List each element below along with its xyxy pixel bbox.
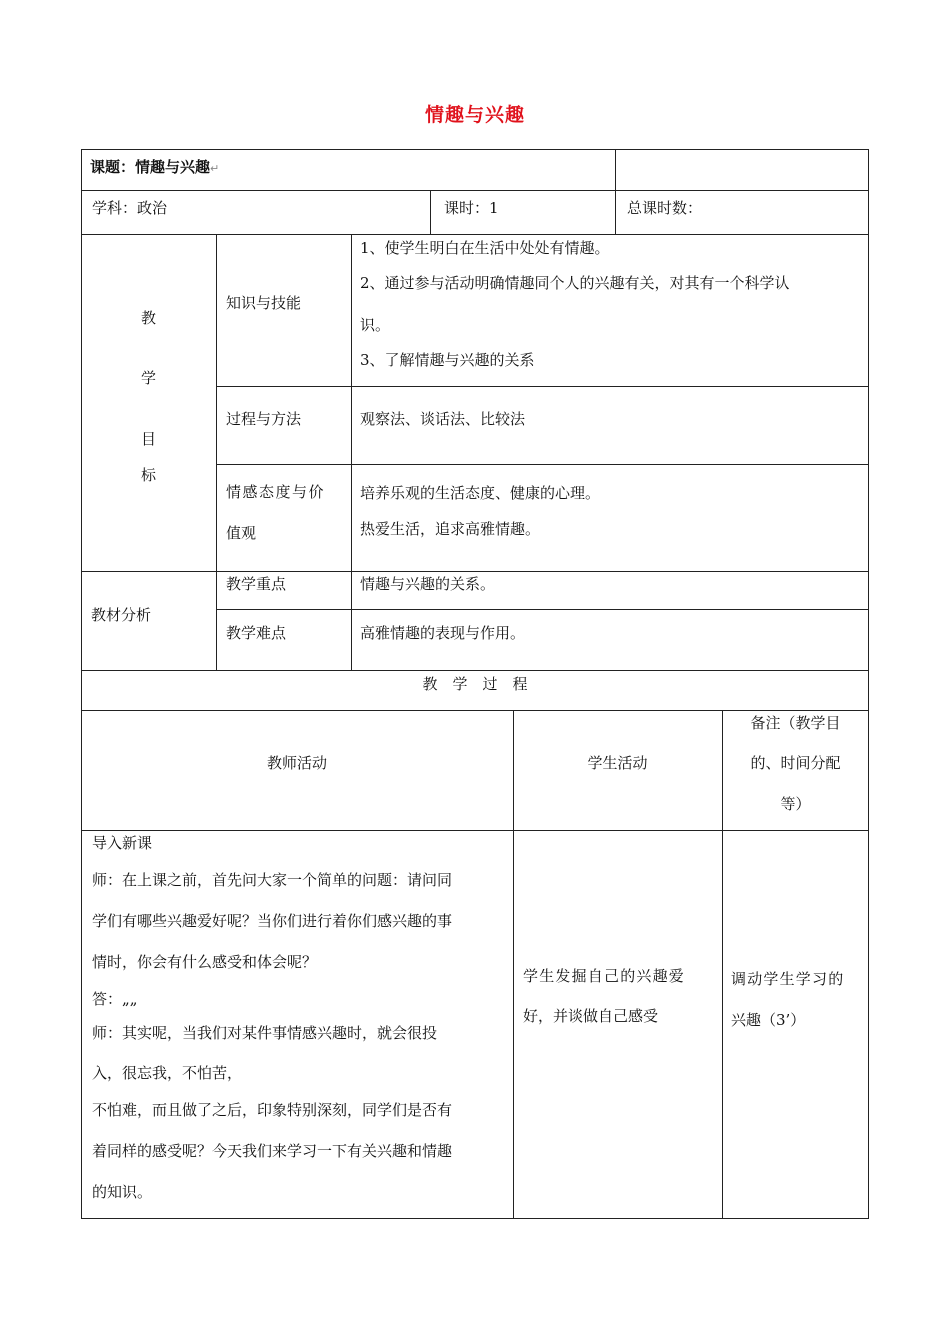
table-rule: [513, 710, 514, 1219]
emotion-line: 热爱生活，追求高雅情趣。: [360, 520, 541, 538]
knowledge-line: 2、通过参与活动明确情趣同个人的兴趣有关，对其有一个科学认: [360, 274, 790, 292]
difficulty-content: 高雅情趣的表现与作用。: [360, 624, 526, 642]
table-rule: [81, 190, 869, 191]
knowledge-line: 3、了解情趣与兴趣的关系: [360, 351, 535, 369]
key-point-label: 教学重点: [226, 575, 287, 593]
document-title: 情趣与兴趣: [424, 104, 525, 126]
emotion-label: 情感态度与价: [226, 483, 326, 501]
table-rule: [81, 830, 869, 831]
teacher-activity-line: 不怕难，而且做了之后，印象特别深刻，同学们是否有: [92, 1101, 453, 1119]
process-section-title: 教 学 过 程: [422, 675, 528, 693]
student-activity-line: 学生发掘自己的兴趣爱: [523, 967, 686, 985]
student-activity-line: 好，并谈做自己感受: [523, 1007, 659, 1025]
teacher-activity-line: 师：在上课之前，首先问大家一个简单的问题：请问同: [92, 871, 453, 889]
topic-label: 课题：: [90, 158, 136, 176]
teacher-activity-line: 入，很忘我，不怕苦，: [92, 1064, 243, 1082]
process-label: 过程与方法: [226, 410, 302, 428]
notes-header-line: 备注（教学目: [750, 714, 841, 732]
knowledge-label: 知识与技能: [226, 294, 302, 312]
teacher-activity-line: 导入新课: [92, 834, 153, 852]
table-rule: [216, 464, 869, 465]
table-rule: [615, 149, 616, 234]
table-rule: [81, 670, 869, 671]
objectives-label-char: 标: [141, 466, 157, 484]
key-point-content: 情趣与兴趣的关系。: [360, 575, 496, 593]
table-rule: [351, 234, 352, 670]
table-rule: [81, 571, 869, 572]
table-rule: [216, 609, 869, 610]
objectives-label-char: 教: [141, 309, 157, 327]
knowledge-line: 识。: [360, 316, 391, 334]
topic-row: [90, 160, 219, 175]
emotion-label: 值观: [226, 524, 257, 542]
process-content: 观察法、谈话法、比较法: [360, 410, 526, 428]
total-hours-field: 总课时数：: [627, 199, 703, 217]
note-line: 兴趣（3’）: [731, 1011, 806, 1029]
topic-value: 情趣与兴趣: [135, 158, 211, 176]
teacher-activity-line: 情时，你会有什么感受和体会呢？: [92, 953, 318, 971]
emotion-line: 培养乐观的生活态度、健康的心理。: [360, 484, 601, 502]
subject-field: 学科：政治: [92, 199, 168, 217]
table-rule: [722, 710, 723, 1219]
teacher-activity-header: 教师活动: [266, 754, 327, 772]
student-activity-header: 学生活动: [587, 754, 648, 772]
teacher-activity-line: 答：„„: [92, 990, 138, 1008]
material-label: 教材分析: [91, 606, 152, 624]
table-rule: [216, 234, 217, 670]
table-rule: [430, 190, 431, 234]
lesson-hours-field: 课时：1: [444, 199, 499, 217]
table-rule: [81, 710, 869, 711]
teacher-activity-line: 的知识。: [92, 1183, 153, 1201]
notes-header-line: 的、时间分配: [750, 754, 841, 772]
table-rule: [216, 386, 869, 387]
objectives-label-char: 学: [141, 369, 157, 387]
objectives-label-char: 目: [141, 430, 157, 448]
knowledge-line: 1、使学生明白在生活中处处有情趣。: [360, 239, 610, 257]
difficulty-label: 教学难点: [226, 624, 287, 642]
table-rule: [81, 234, 869, 235]
return-icon: ↵: [210, 162, 220, 175]
note-line: 调动学生学习的: [731, 970, 845, 988]
notes-header-line: 等）: [780, 795, 811, 813]
teacher-activity-line: 学们有哪些兴趣爱好呢？当你们进行着你们感兴趣的事: [92, 912, 453, 930]
teacher-activity-line: 着同样的感受呢？今天我们来学习一下有关兴趣和情趣: [92, 1142, 453, 1160]
teacher-activity-line: 师：其实呢，当我们对某件事情感兴趣时，就会很投: [92, 1024, 438, 1042]
